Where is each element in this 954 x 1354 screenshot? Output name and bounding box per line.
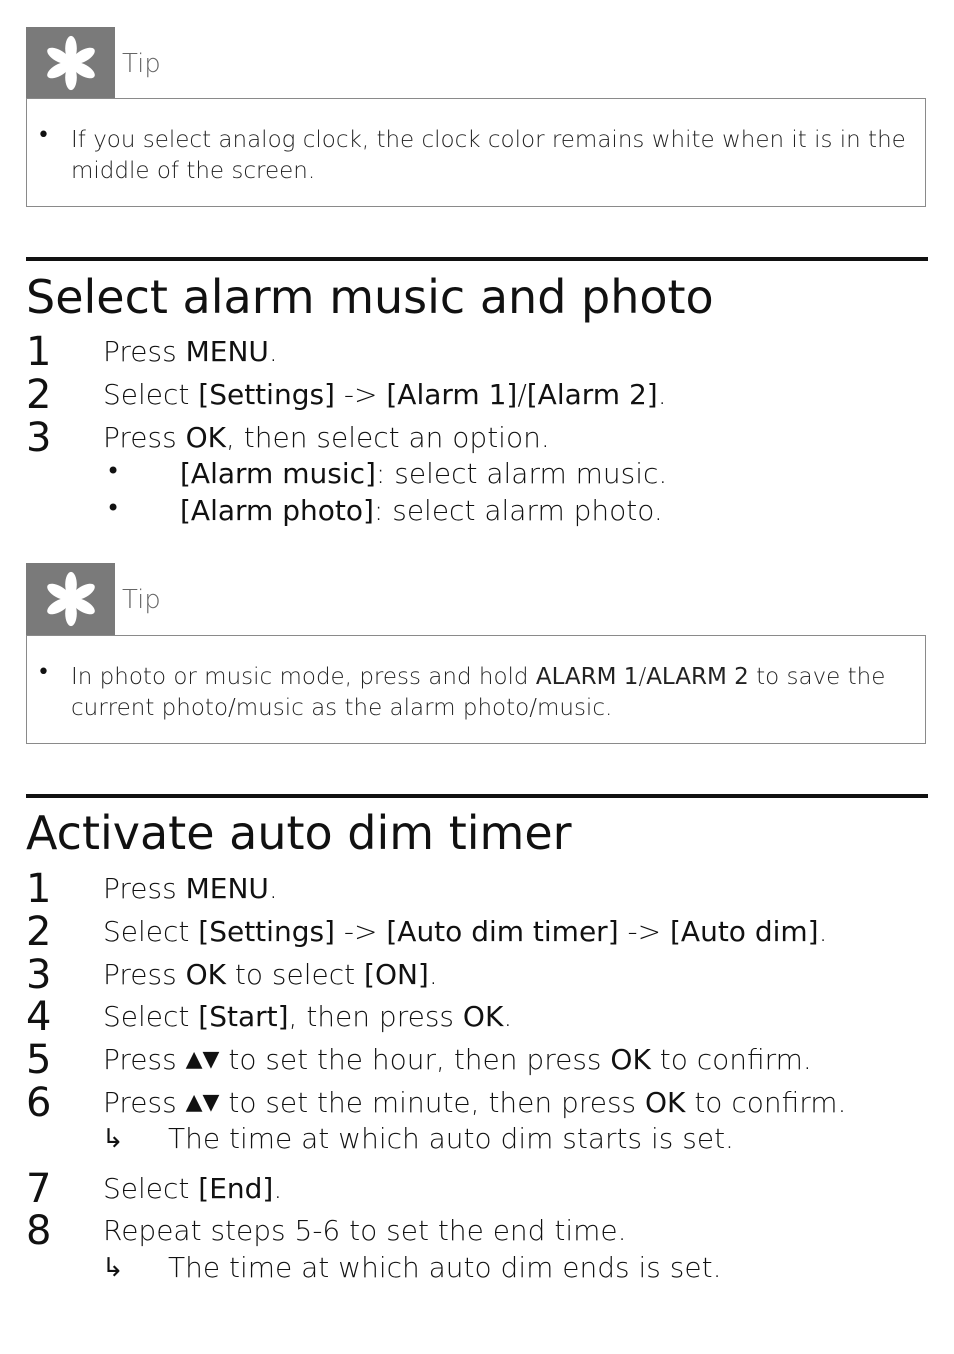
option-text: [Alarm music]: select alarm music. bbox=[180, 457, 668, 490]
tip-text: If you select analog clock, the clock color remains white when it is in the middle of the screen. bbox=[71, 127, 906, 184]
step-result bbox=[26, 1251, 928, 1291]
step-4 bbox=[26, 994, 928, 1040]
step-result bbox=[26, 1122, 928, 1162]
option-item bbox=[26, 457, 928, 497]
result-arrow-icon: ↳ bbox=[102, 1253, 124, 1283]
step-3 bbox=[26, 415, 928, 461]
step-number: 1 bbox=[26, 329, 52, 375]
result-text: The time at which auto dim starts is set. bbox=[168, 1122, 734, 1155]
option-item bbox=[26, 494, 928, 534]
step-1 bbox=[26, 329, 928, 375]
step-number: 2 bbox=[26, 372, 52, 418]
step-number: 4 bbox=[26, 994, 52, 1040]
step-2 bbox=[26, 909, 928, 955]
step-text: Press MENU. bbox=[103, 335, 278, 368]
option-bullet: • bbox=[106, 457, 121, 485]
step-number: 3 bbox=[26, 415, 52, 461]
up-down-arrows-icon: ▲▼ bbox=[185, 1090, 220, 1115]
step-8 bbox=[26, 1208, 928, 1254]
step-number: 2 bbox=[26, 909, 52, 955]
tip-header bbox=[26, 563, 928, 635]
step-text: Select [Start], then press OK. bbox=[103, 1000, 513, 1033]
result-arrow-icon: ↳ bbox=[102, 1124, 124, 1154]
step-number: 3 bbox=[26, 952, 52, 998]
step-text: Press ▲▼ to set the hour, then press OK to confirm. bbox=[103, 1043, 812, 1076]
step-text: Select [End]. bbox=[103, 1172, 283, 1205]
step-text: Select [Settings] -> [Auto dim timer] -> [Auto dim]. bbox=[103, 915, 828, 948]
step-text: Press MENU. bbox=[103, 872, 278, 905]
option-text: [Alarm photo]: select alarm photo. bbox=[180, 494, 663, 527]
step-number: 5 bbox=[26, 1037, 52, 1083]
tip-label: Tip bbox=[122, 49, 161, 79]
section-rule bbox=[26, 257, 928, 261]
tip-header bbox=[26, 27, 928, 99]
tip-box bbox=[26, 98, 926, 207]
step-number: 6 bbox=[26, 1080, 52, 1126]
step-text: Repeat steps 5-6 to set the end time. bbox=[103, 1214, 627, 1247]
step-7 bbox=[26, 1166, 928, 1212]
step-2 bbox=[26, 372, 928, 418]
step-text: Select [Settings] -> [Alarm 1]/[Alarm 2]. bbox=[103, 378, 667, 411]
option-bullet: • bbox=[106, 494, 121, 522]
step-text: Press ▲▼ to set the minute, then press OK to confirm. bbox=[103, 1086, 847, 1119]
section-title: Activate auto dim timer bbox=[26, 806, 572, 860]
tip-asterisk-icon bbox=[26, 563, 115, 635]
tip-asterisk-icon bbox=[26, 27, 115, 99]
step-number: 8 bbox=[26, 1208, 52, 1254]
tip-label: Tip bbox=[122, 585, 161, 615]
step-6 bbox=[26, 1080, 928, 1126]
tip-bullet: • bbox=[37, 123, 50, 148]
step-5 bbox=[26, 1037, 928, 1083]
step-text: Press OK, then select an option. bbox=[103, 421, 550, 454]
tip-text: In photo or music mode, press and hold ALARM 1/ALARM 2 to save the current photo/music as the alarm photo/music. bbox=[71, 664, 886, 721]
result-text: The time at which auto dim ends is set. bbox=[168, 1251, 722, 1284]
step-number: 7 bbox=[26, 1166, 52, 1212]
tip-bullet: • bbox=[37, 660, 50, 685]
up-down-arrows-icon: ▲▼ bbox=[185, 1047, 220, 1072]
section-rule bbox=[26, 794, 928, 798]
section-title: Select alarm music and photo bbox=[26, 270, 714, 324]
tip-box bbox=[26, 635, 926, 744]
step-1 bbox=[26, 866, 928, 912]
step-number: 1 bbox=[26, 866, 52, 912]
step-text: Press OK to select [ON]. bbox=[103, 958, 438, 991]
step-3 bbox=[26, 952, 928, 998]
